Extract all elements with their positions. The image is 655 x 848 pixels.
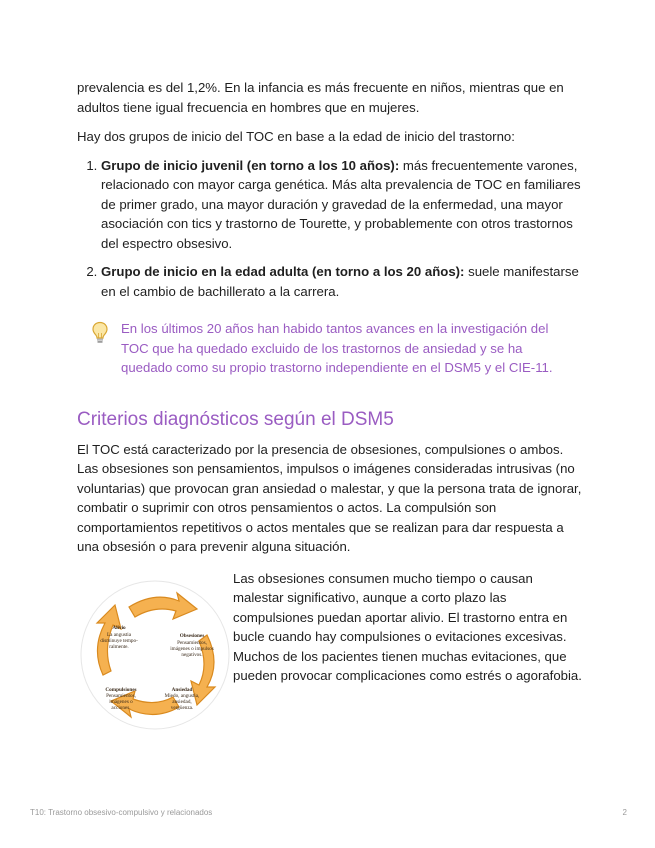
ocd-cycle-diagram	[79, 579, 231, 731]
cycle-label-title: Ansiedad	[171, 686, 193, 693]
list-item	[101, 262, 582, 301]
paragraph-toc-definition: El TOC está caracterizado por la presencia de obsesiones, compulsiones o ambos. Las obsesiones son pensamientos, impulsos o imágenes consideradas intrusivas (no voluntarias) que provocan gran ansiedad o malestar, y que la persona trata de ignorar, combatir o suprimir con otros pensamientos o actos. La compulsión son comportamientos repetitivos o actos mentales que se realizan para dar respuesta a una obsesión o para prevenir alguna situación.	[77, 441, 582, 554]
cycle-label-line: acciones.	[111, 704, 131, 711]
paragraph-obsessions-cycle: Las obsesiones consumen mucho tiempo o causan malestar significativo, aunque a corto plazo las compulsiones puedan aportar alivio. El trastorno entra en bucle cuando hay compulsiones o evitaciones excesivas. Muchos de los pacientes tienen muchas evitaciones, que pueden provocar complicaciones como estrés o agorafobia.	[233, 570, 582, 683]
list-item	[101, 156, 582, 254]
cycle-label-line: negativos.	[181, 651, 203, 658]
section-heading: Criterios diagnósticos según el DSM5	[77, 408, 394, 430]
cycle-label-line: ralmente.	[109, 643, 129, 650]
cycle-label-title: Alivio	[112, 624, 126, 631]
cycle-label-line: Pensamientos,	[106, 692, 136, 699]
page-number: 2	[622, 808, 627, 817]
lightbulb-icon	[91, 321, 113, 350]
list-item-text: más frecuentemente varones, relacionado con mayor carga genética. Más alta prevalencia de TOC en familiares de primer grado, una mayor duración y gravedad de la enfermedad, una mayor asociación con tics y trastorno de Tourette, y probablemente con otros trastornos del espectro obsesivo.	[101, 157, 581, 251]
cycle-label-title: Obsesiones	[179, 632, 205, 639]
onset-groups-list	[77, 156, 582, 302]
cycle-label-line: ansiedad,	[172, 698, 192, 705]
list-item-text: suele manifestarse en el cambio de bachillerato a la carrera.	[101, 264, 579, 299]
list-item-title: Grupo de inicio juvenil (en torno a los 10 años):	[101, 157, 400, 173]
page-footer: T10: Trastorno obsesivo-compulsivo y relacionados	[30, 808, 213, 817]
paragraph-prevalence: prevalencia es del 1,2%. En la infancia es más frecuente en niños, mientras que en adultos tiene igual frecuencia en hombres que en mujeres.	[77, 80, 564, 115]
cycle-label-line: La angustia	[106, 631, 132, 638]
cycle-label-line: Miedo, angustia,	[164, 692, 200, 699]
page-content	[77, 78, 582, 749]
cycle-label-line: imágenes o	[109, 698, 133, 705]
cycle-label-title: Compulsiones	[105, 686, 137, 693]
list-item-title: Grupo de inicio en la edad adulta (en torno a los 20 años):	[101, 264, 465, 279]
cycle-label-line: disminuye tempo-	[100, 637, 138, 644]
callout-text: En los últimos 20 años han habido tantos avances en la investigación del TOC que ha quedado excluido de los trastornos de ansiedad y se ha quedado como su propio trastorno independiente en el DSM5 y el CIE-11.	[121, 321, 553, 375]
cycle-label-line: imágenes o impulsos	[170, 645, 214, 652]
cycle-label-line: vergüenza.	[170, 704, 194, 711]
paragraph-onset-groups: Hay dos grupos de inicio del TOC en base a la edad de inicio del trastorno:	[77, 129, 515, 144]
callout	[77, 319, 582, 378]
diagram-text-block	[77, 569, 582, 749]
cycle-label-line: Pensamientos,	[177, 639, 207, 646]
